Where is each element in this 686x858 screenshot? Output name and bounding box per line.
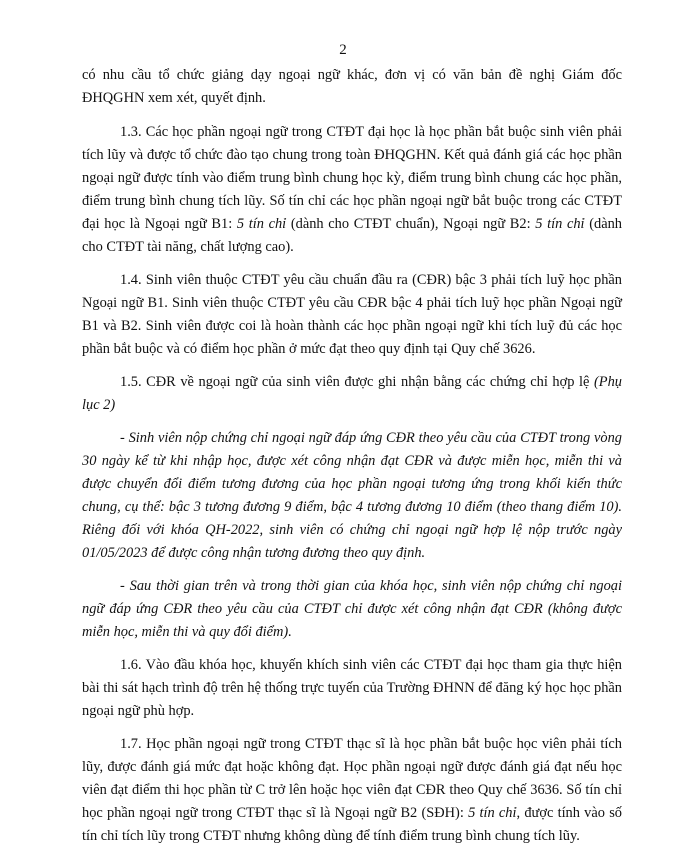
document-body	[82, 64, 622, 858]
paragraph-1-5-bullet-2: - Sau thời gian trên và trong thời gian của khóa học, sinh viên nộp chứng chỉ ngoại ngữ đáp ứng CĐR theo yêu cầu của CTĐT chỉ được xét công nhận đạt CĐR (không được miễn học, miễn thi và quy đổi điểm).	[82, 578, 622, 640]
paragraph-1-3-text-c: (dành cho CTĐT chuẩn), Ngoại ngữ B2:	[286, 216, 536, 232]
paragraph-1-3-text-e: (dành cho CTĐT tài năng, chất lượng cao).	[82, 216, 622, 255]
paragraph-1-7-credits: 5 tín chỉ	[468, 805, 517, 821]
paragraph-1-3-credits-b2: 5 tín chỉ	[535, 216, 585, 232]
paragraph-continuation: có nhu cầu tổ chức giảng dạy ngoại ngữ khác, đơn vị có văn bản đề nghị Giám đốc ĐHQGHN xem xét, quyết định.	[82, 67, 622, 106]
paragraph-1-5	[82, 371, 622, 417]
paragraph-1-5-text: 1.5. CĐR về ngoại ngữ của sinh viên được ghi nhận bằng các chứng chỉ hợp lệ	[120, 374, 595, 390]
paragraph-1-3	[82, 121, 622, 259]
paragraph-1-7-text-a: 1.7. Học phần ngoại ngữ trong CTĐT thạc sĩ là học phần bắt buộc học viên phải tích lũy, được đánh giá mức đạt hoặc không đạt. Học phần ngoại ngữ được đánh giá đạt nếu học viên đạt điểm thi học phần từ C trở lên hoặc học viên đạt CĐR theo Quy chế 3636. Số tín chỉ học phần ngoại ngữ trong CTĐT thạc sĩ là Ngoại ngữ B2 (SĐH):	[82, 736, 622, 821]
paragraph-1-4: 1.4. Sinh viên thuộc CTĐT yêu cầu chuẩn đầu ra (CĐR) bậc 3 phải tích luỹ học phần Ngoại ngữ B1. Sinh viên thuộc CTĐT yêu cầu CĐR bậc 4 phải tích luỹ học phần Ngoại ngữ B1 và B2. Sinh viên được coi là hoàn thành các học phần ngoại ngữ khi tích luỹ đủ các học phần bắt buộc và có điểm học phần ở mức đạt theo quy định tại Quy chế 3626.	[82, 272, 622, 357]
paragraph-1-3-text-a: 1.3. Các học phần ngoại ngữ trong CTĐT đại học là học phần bắt buộc sinh viên phải tích lũy và được tổ chức đào tạo chung trong toàn ĐHQGHN. Kết quả đánh giá các học phần ngoại ngữ được tính vào điểm trung bình chung học kỳ, điểm trung bình chung các học phần, điểm trung bình chung tích lũy. Số tín chỉ các học phần ngoại ngữ bắt buộc trong các CTĐT đại học là Ngoại ngữ B1:	[82, 124, 622, 232]
paragraph-1-5-bullet-1: - Sinh viên nộp chứng chỉ ngoại ngữ đáp ứng CĐR theo yêu cầu của CTĐT trong vòng 30 ngày kể từ khi nhập học, được xét công nhận đạt CĐR và được miễn học, miễn thi và được chuyển đổi điểm tương đương của học phần ngoại tương ứng trong khối kiến thức chung, cụ thể: bậc 3 tương đương 9 điểm, bậc 4 tương đương 10 điểm (theo thang điểm 10). Riêng đối với khóa QH-2022, sinh viên có chứng chỉ ngoại ngữ hợp lệ nộp trước ngày 01/05/2023 để được công nhận tương đương theo quy định.	[82, 430, 622, 561]
page-number: 2	[339, 42, 347, 58]
paragraph-1-7-text-c: , được tính vào số tín chỉ tích lũy trong CTĐT nhưng không dùng để tính điểm trung bình chung tích lũy.	[82, 805, 622, 844]
paragraph-1-5-appendix-ref: (Phụ lục 2)	[82, 374, 622, 413]
paragraph-1-3-credits-b1: 5 tín chỉ	[236, 216, 287, 232]
paragraph-1-7	[82, 733, 622, 848]
paragraph-1-6: 1.6. Vào đầu khóa học, khuyến khích sinh viên các CTĐT đại học tham gia thực hiện bài thi sát hạch trình độ trên hệ thống trực tuyến của Trường ĐHNN để đăng ký học học phần ngoại ngữ phù hợp.	[82, 657, 622, 719]
